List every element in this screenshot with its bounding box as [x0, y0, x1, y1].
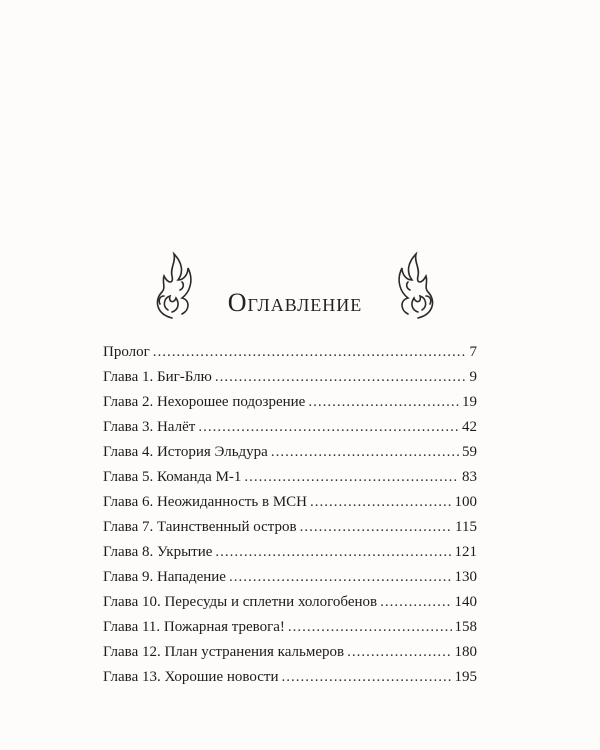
toc-entry[interactable]	[103, 640, 477, 665]
toc-entry-label: Глава 4. История Эльдура	[103, 444, 268, 460]
toc-entry-label: Пролог	[103, 344, 150, 360]
dot-leader	[310, 490, 451, 515]
dot-leader	[288, 615, 452, 640]
toc-entry-label: Глава 11. Пожарная тревога!	[103, 619, 285, 635]
toc-entry-page: 42	[462, 419, 477, 435]
toc-entry[interactable]	[103, 490, 477, 515]
dot-leader	[271, 440, 459, 465]
dot-leader	[347, 640, 451, 665]
toc-entry[interactable]	[103, 340, 477, 365]
table-of-contents	[103, 340, 477, 690]
toc-entry-page: 19	[462, 394, 477, 410]
toc-entry[interactable]	[103, 590, 477, 615]
toc-entry-page: 83	[462, 469, 477, 485]
toc-entry[interactable]	[103, 465, 477, 490]
toc-entry-label: Глава 2. Нехорошее подозрение	[103, 394, 306, 410]
toc-entry-label: Глава 1. Биг-Блю	[103, 369, 212, 385]
toc-heading	[150, 250, 440, 320]
toc-entry-page: 59	[462, 444, 477, 460]
toc-entry-page: 100	[454, 494, 477, 510]
toc-entry-page: 7	[469, 344, 477, 360]
toc-entry[interactable]	[103, 440, 477, 465]
toc-entry[interactable]	[103, 540, 477, 565]
toc-entry-label: Глава 5. Команда М-1	[103, 469, 242, 485]
dot-leader	[300, 515, 452, 540]
dot-leader	[215, 365, 467, 390]
toc-entry-page: 9	[469, 369, 477, 385]
toc-entry[interactable]	[103, 515, 477, 540]
toc-entry[interactable]	[103, 415, 477, 440]
flame-ornament-icon	[150, 250, 194, 320]
toc-entry-label: Глава 10. Пересуды и сплетни хологобенов	[103, 594, 378, 610]
dot-leader	[198, 415, 459, 440]
dot-leader	[229, 565, 452, 590]
toc-entry-label: Глава 3. Налёт	[103, 419, 196, 435]
toc-entry-page: 130	[454, 569, 477, 585]
toc-entry[interactable]	[103, 615, 477, 640]
toc-entry[interactable]	[103, 390, 477, 415]
toc-entry-label: Глава 7. Таинственный остров	[103, 519, 297, 535]
toc-entry[interactable]	[103, 665, 477, 690]
toc-title: Оглавление	[227, 288, 363, 317]
toc-entry-page: 180	[454, 644, 477, 660]
dot-leader	[380, 590, 451, 615]
toc-entry[interactable]	[103, 565, 477, 590]
toc-entry[interactable]	[103, 365, 477, 390]
dot-leader	[215, 540, 451, 565]
flame-ornament-icon	[396, 250, 440, 320]
dot-leader	[244, 465, 459, 490]
toc-entry-label: Глава 6. Неожиданность в МСН	[103, 494, 308, 510]
toc-entry-label: Глава 9. Нападение	[103, 569, 226, 585]
dot-leader	[281, 665, 451, 690]
toc-entry-label: Глава 8. Укрытие	[103, 544, 213, 560]
dot-leader	[308, 390, 459, 415]
toc-entry-label: Глава 12. План устранения кальмеров	[103, 644, 345, 660]
toc-entry-page: 115	[455, 519, 477, 535]
toc-entry-label: Глава 13. Хорошие новости	[103, 669, 279, 685]
toc-entry-page: 158	[454, 619, 477, 635]
toc-entry-page: 121	[454, 544, 477, 560]
toc-entry-page: 140	[454, 594, 477, 610]
toc-entry-page: 195	[454, 669, 477, 685]
dot-leader	[153, 340, 467, 365]
